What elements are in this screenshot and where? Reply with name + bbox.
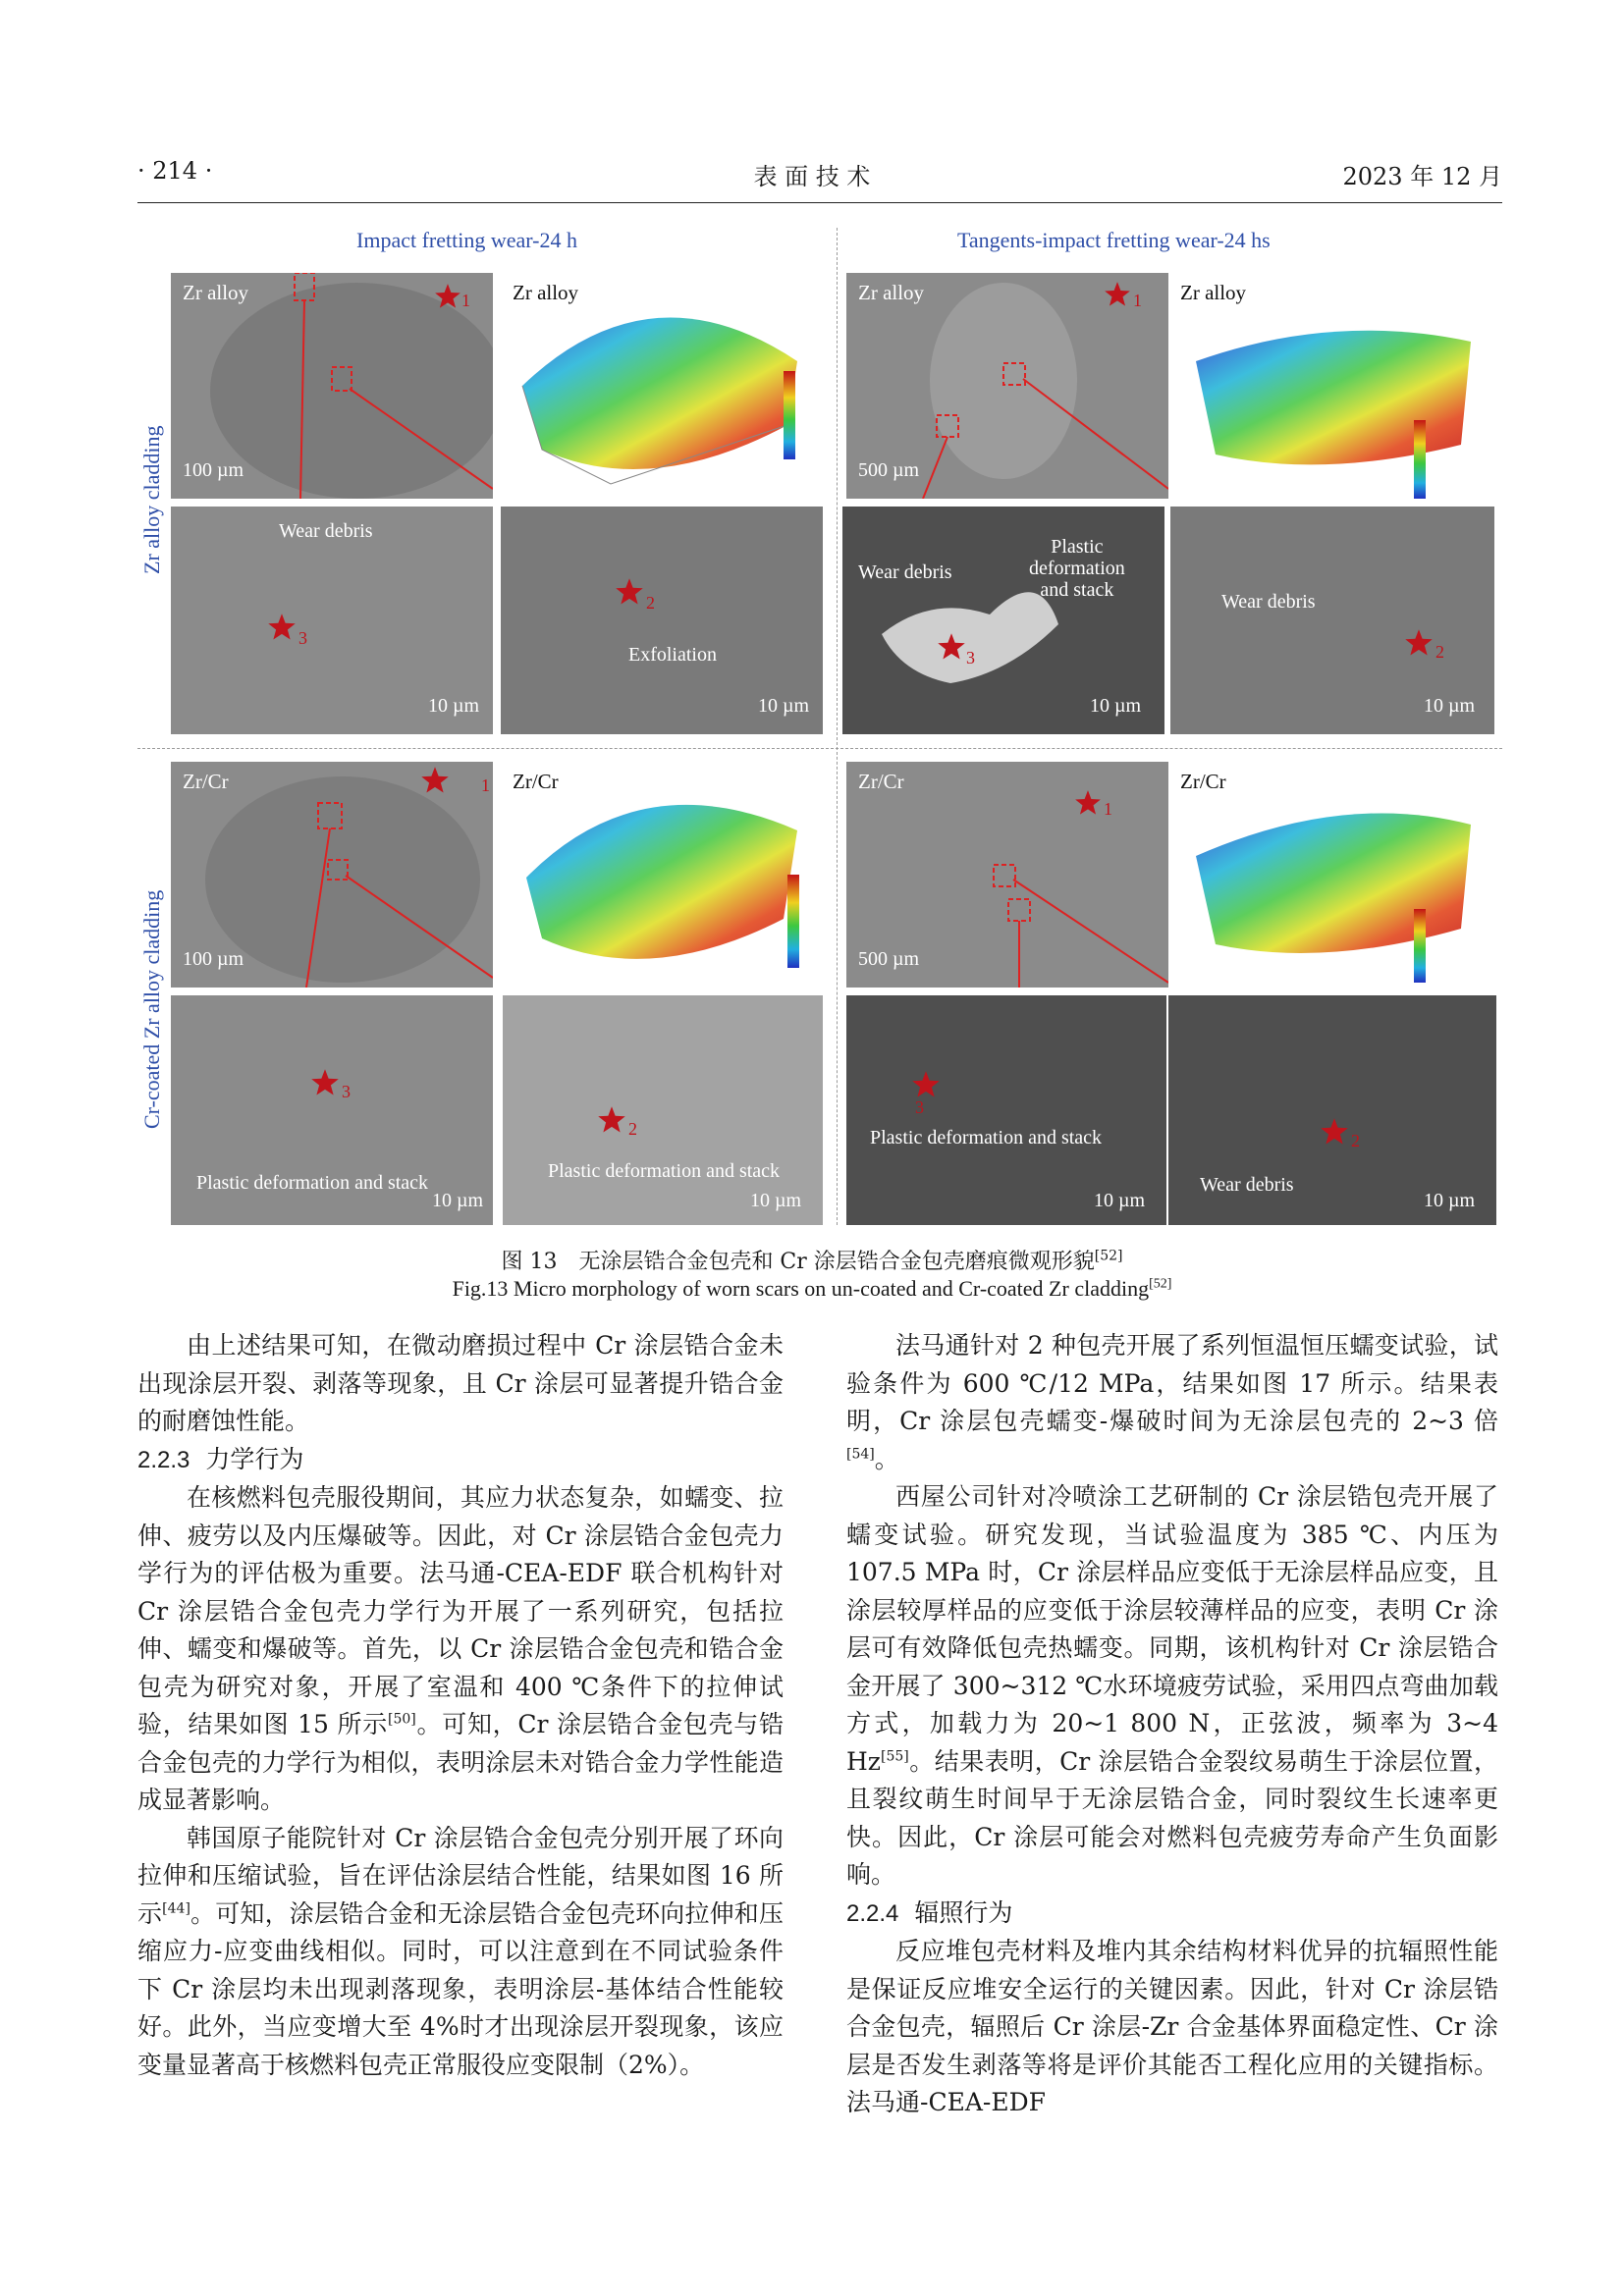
sem-zr-tangent-detail-1 <box>842 507 1164 734</box>
panel-label-zrcr: Zr/Cr <box>858 770 904 793</box>
star-marker-icon <box>597 1105 626 1135</box>
scale-label: 10 µm <box>1424 1190 1476 1211</box>
scale-label: 10 µm <box>750 1190 802 1211</box>
scale-label: 500 µm <box>858 948 920 970</box>
sem-zrcr-tangent-detail-2 <box>1168 995 1496 1225</box>
figure-caption-cn: 图 13 无涂层锆合金包壳和 Cr 涂层锆合金包壳磨痕微观形貌[52] <box>501 1248 1123 1274</box>
figure-horizontal-separator <box>137 748 1502 749</box>
star-marker-icon <box>615 577 644 607</box>
3d-profile-zr-impact <box>503 273 823 499</box>
panel-label-zr: Zr alloy <box>513 281 579 304</box>
star-marker-icon <box>937 632 966 662</box>
star-number: 2 <box>628 1119 637 1139</box>
journal-title: 表 面 技 术 <box>753 163 871 190</box>
paragraph: 法马通针对 2 种包壳开展了系列恒温恒压蠕变试验，试验条件为 600 ℃/12 MPa，结果如图 17 所示。结果表明，Cr 涂层包壳蠕变-爆破时间为无涂层包壳的 2~3 倍[54]。 <box>846 1331 1498 1473</box>
panel-label-zr: Zr alloy <box>183 281 249 304</box>
star-marker-icon <box>310 1068 340 1097</box>
annotation-plastic-deformation: Plastic deformation and stack <box>196 1172 429 1194</box>
star-number: 2 <box>1435 642 1444 662</box>
annotation-wear-debris: Wear debris <box>279 520 373 542</box>
sem-zrcr-tangent-detail-1 <box>846 995 1166 1225</box>
3d-profile-zrcr-tangent <box>1176 762 1496 988</box>
scale-label: 10 µm <box>1090 695 1142 717</box>
issue-date: 2023 年 12 月 <box>1342 163 1502 190</box>
left-text-column <box>137 1327 784 2084</box>
section-heading-2-2-4: 2.2.4 辐照行为 <box>846 1898 1013 1927</box>
row-label-zr-alloy: Zr alloy cladding <box>139 425 164 574</box>
annotation-exfoliation: Exfoliation <box>628 644 717 666</box>
star-number: 1 <box>481 775 490 795</box>
sem-zr-impact-detail-2 <box>501 507 823 734</box>
sem-zrcr-impact-detail-1 <box>171 995 493 1225</box>
star-marker-icon <box>1320 1117 1349 1147</box>
scale-label: 10 µm <box>432 1190 484 1211</box>
figure-vertical-separator <box>837 228 838 1225</box>
annotation-wear-debris: Wear debris <box>1221 591 1316 613</box>
figure-left-title: Impact fretting wear-24 h <box>356 228 577 252</box>
scale-label: 10 µm <box>1094 1190 1146 1211</box>
scale-label: 10 µm <box>1424 695 1476 717</box>
annotation-plastic-deformation: Plastic deformation and stack <box>1029 536 1125 601</box>
panel-label-zr: Zr alloy <box>1180 281 1247 304</box>
scale-label: 500 µm <box>858 459 920 481</box>
panel-label-zrcr: Zr/Cr <box>183 770 229 793</box>
paragraph: 韩国原子能院针对 Cr 涂层锆合金包壳分别开展了环向拉伸和压缩试验，旨在评估涂层结合性能，结果如图 16 所示[44]。可知，涂层锆合金和无涂层锆合金包壳环向拉伸和压缩应力-应变曲线相似。同时，可以注意到在不同试验条件下 Cr 涂层均未出现剥落现象，表明涂层-基体结合性能较好。此外，当应变增大至 4%时才出现涂层开裂现象，该应变量显著高于核燃料包壳正常服役应变限制（2%）。 <box>137 1823 784 2079</box>
figure-caption-en: Fig.13 Micro morphology of worn scars on un-coated and Cr-coated Zr cladding[52] <box>452 1276 1172 1301</box>
annotation-wear-debris: Wear debris <box>858 561 952 583</box>
star-number: 2 <box>646 593 655 613</box>
sem-zr-impact-overview <box>171 273 493 499</box>
star-number: 3 <box>342 1082 351 1101</box>
scale-label: 10 µm <box>428 695 480 717</box>
panel-label-zrcr: Zr/Cr <box>513 770 559 793</box>
sem-zr-tangent-overview <box>846 273 1168 499</box>
page-number: · 214 · <box>137 157 213 185</box>
sem-zrcr-tangent-overview <box>846 762 1168 988</box>
section-heading-2-2-3: 2.2.3 力学行为 <box>137 1445 304 1473</box>
star-marker-icon <box>911 1070 941 1099</box>
scale-label: 100 µm <box>183 948 244 970</box>
header-rule <box>137 202 1502 203</box>
figure-right-title: Tangents-impact fretting wear-24 hs <box>957 228 1271 252</box>
right-text-column <box>846 1327 1498 2122</box>
annotation-wear-debris: Wear debris <box>1200 1174 1294 1196</box>
paragraph: 在核燃料包壳服役期间，其应力状态复杂，如蠕变、拉伸、疲劳以及内压爆破等。因此，对 Cr 涂层锆合金包壳力学行为的评估极为重要。法马通-CEA-EDF 联合机构针对 Cr 涂层锆合金包壳力学行为开展了一系列研究，包括拉伸、蠕变和爆破等。首先，以 Cr 涂层锆合金包壳和锆合金包壳为研究对象，开展了室温和 400 ℃条件下的拉伸试验，结果如图 15 所示[50]。可知，Cr 涂层锆合金包壳与锆合金包壳的力学行为相似，表明涂层未对锆合金力学性能造成显著影响。 <box>137 1483 784 1814</box>
annotation-plastic-deformation: Plastic deformation and stack <box>548 1160 781 1182</box>
paragraph: 西屋公司针对冷喷涂工艺研制的 Cr 涂层锆包壳开展了蠕变试验。研究发现，当试验温度为 385 ℃、内压为 107.5 MPa 时，Cr 涂层样品应变低于无涂层样品应变，且涂层较厚样品的应变低于涂层较薄样品的应变，表明 Cr 涂层可有效降低包壳热蠕变。同期，该机构针对 Cr 涂层锆合金开展了 300~312 ℃水环境疲劳试验，采用四点弯曲加载方式，加载力为 20~1 800 N，正弦波，频率为 3~4 Hz[55]。结果表明，Cr 涂层锆合金裂纹易萌生于涂层位置，且裂纹萌生时间早于无涂层锆合金，同时裂纹生长速率更快。因此，Cr 涂层可能会对燃料包壳疲劳寿命产生负面影响。 <box>846 1482 1498 1889</box>
sem-zrcr-impact-detail-2 <box>503 995 823 1225</box>
star-marker-icon <box>420 766 450 795</box>
paragraph: 由上述结果可知，在微动磨损过程中 Cr 涂层锆合金未出现涂层开裂、剥落等现象，且 Cr 涂层可显著提升锆合金的耐磨蚀性能。 <box>137 1331 784 1435</box>
3d-profile-zrcr-impact <box>503 762 823 988</box>
star-number: 2 <box>1351 1131 1360 1150</box>
panel-label-zrcr: Zr/Cr <box>1180 770 1226 793</box>
3d-profile-zr-tangent <box>1176 273 1496 499</box>
star-marker-icon <box>1104 281 1131 308</box>
star-marker-icon <box>1074 789 1102 817</box>
star-number: 1 <box>461 291 470 310</box>
star-marker-icon <box>434 283 461 310</box>
star-marker-icon <box>267 613 297 642</box>
sem-zr-impact-detail-1 <box>171 507 493 734</box>
star-marker-icon <box>1404 628 1434 658</box>
row-label-cr-coated: Cr-coated Zr alloy cladding <box>139 889 164 1129</box>
star-number: 3 <box>966 648 975 667</box>
panel-label-zr: Zr alloy <box>858 281 925 304</box>
annotation-plastic-deformation: Plastic deformation and stack <box>870 1127 1103 1148</box>
star-number: 3 <box>915 1097 924 1117</box>
star-number: 1 <box>1133 291 1142 310</box>
paragraph: 反应堆包壳材料及堆内其余结构材料优异的抗辐照性能是保证反应堆安全运行的关键因素。因此，针对 Cr 涂层锆合金包壳，辐照后 Cr 涂层-Zr 合金基体界面稳定性、Cr 涂层是否发生剥落等将是评价其能否工程化应用的关键指标。法马通-CEA-EDF <box>846 1937 1498 2116</box>
scale-label: 10 µm <box>758 695 810 717</box>
sem-zr-tangent-detail-2 <box>1170 507 1494 734</box>
scale-label: 100 µm <box>183 459 244 481</box>
star-number: 3 <box>298 628 307 648</box>
star-number: 1 <box>1104 799 1112 819</box>
sem-zrcr-impact-overview <box>171 762 493 988</box>
